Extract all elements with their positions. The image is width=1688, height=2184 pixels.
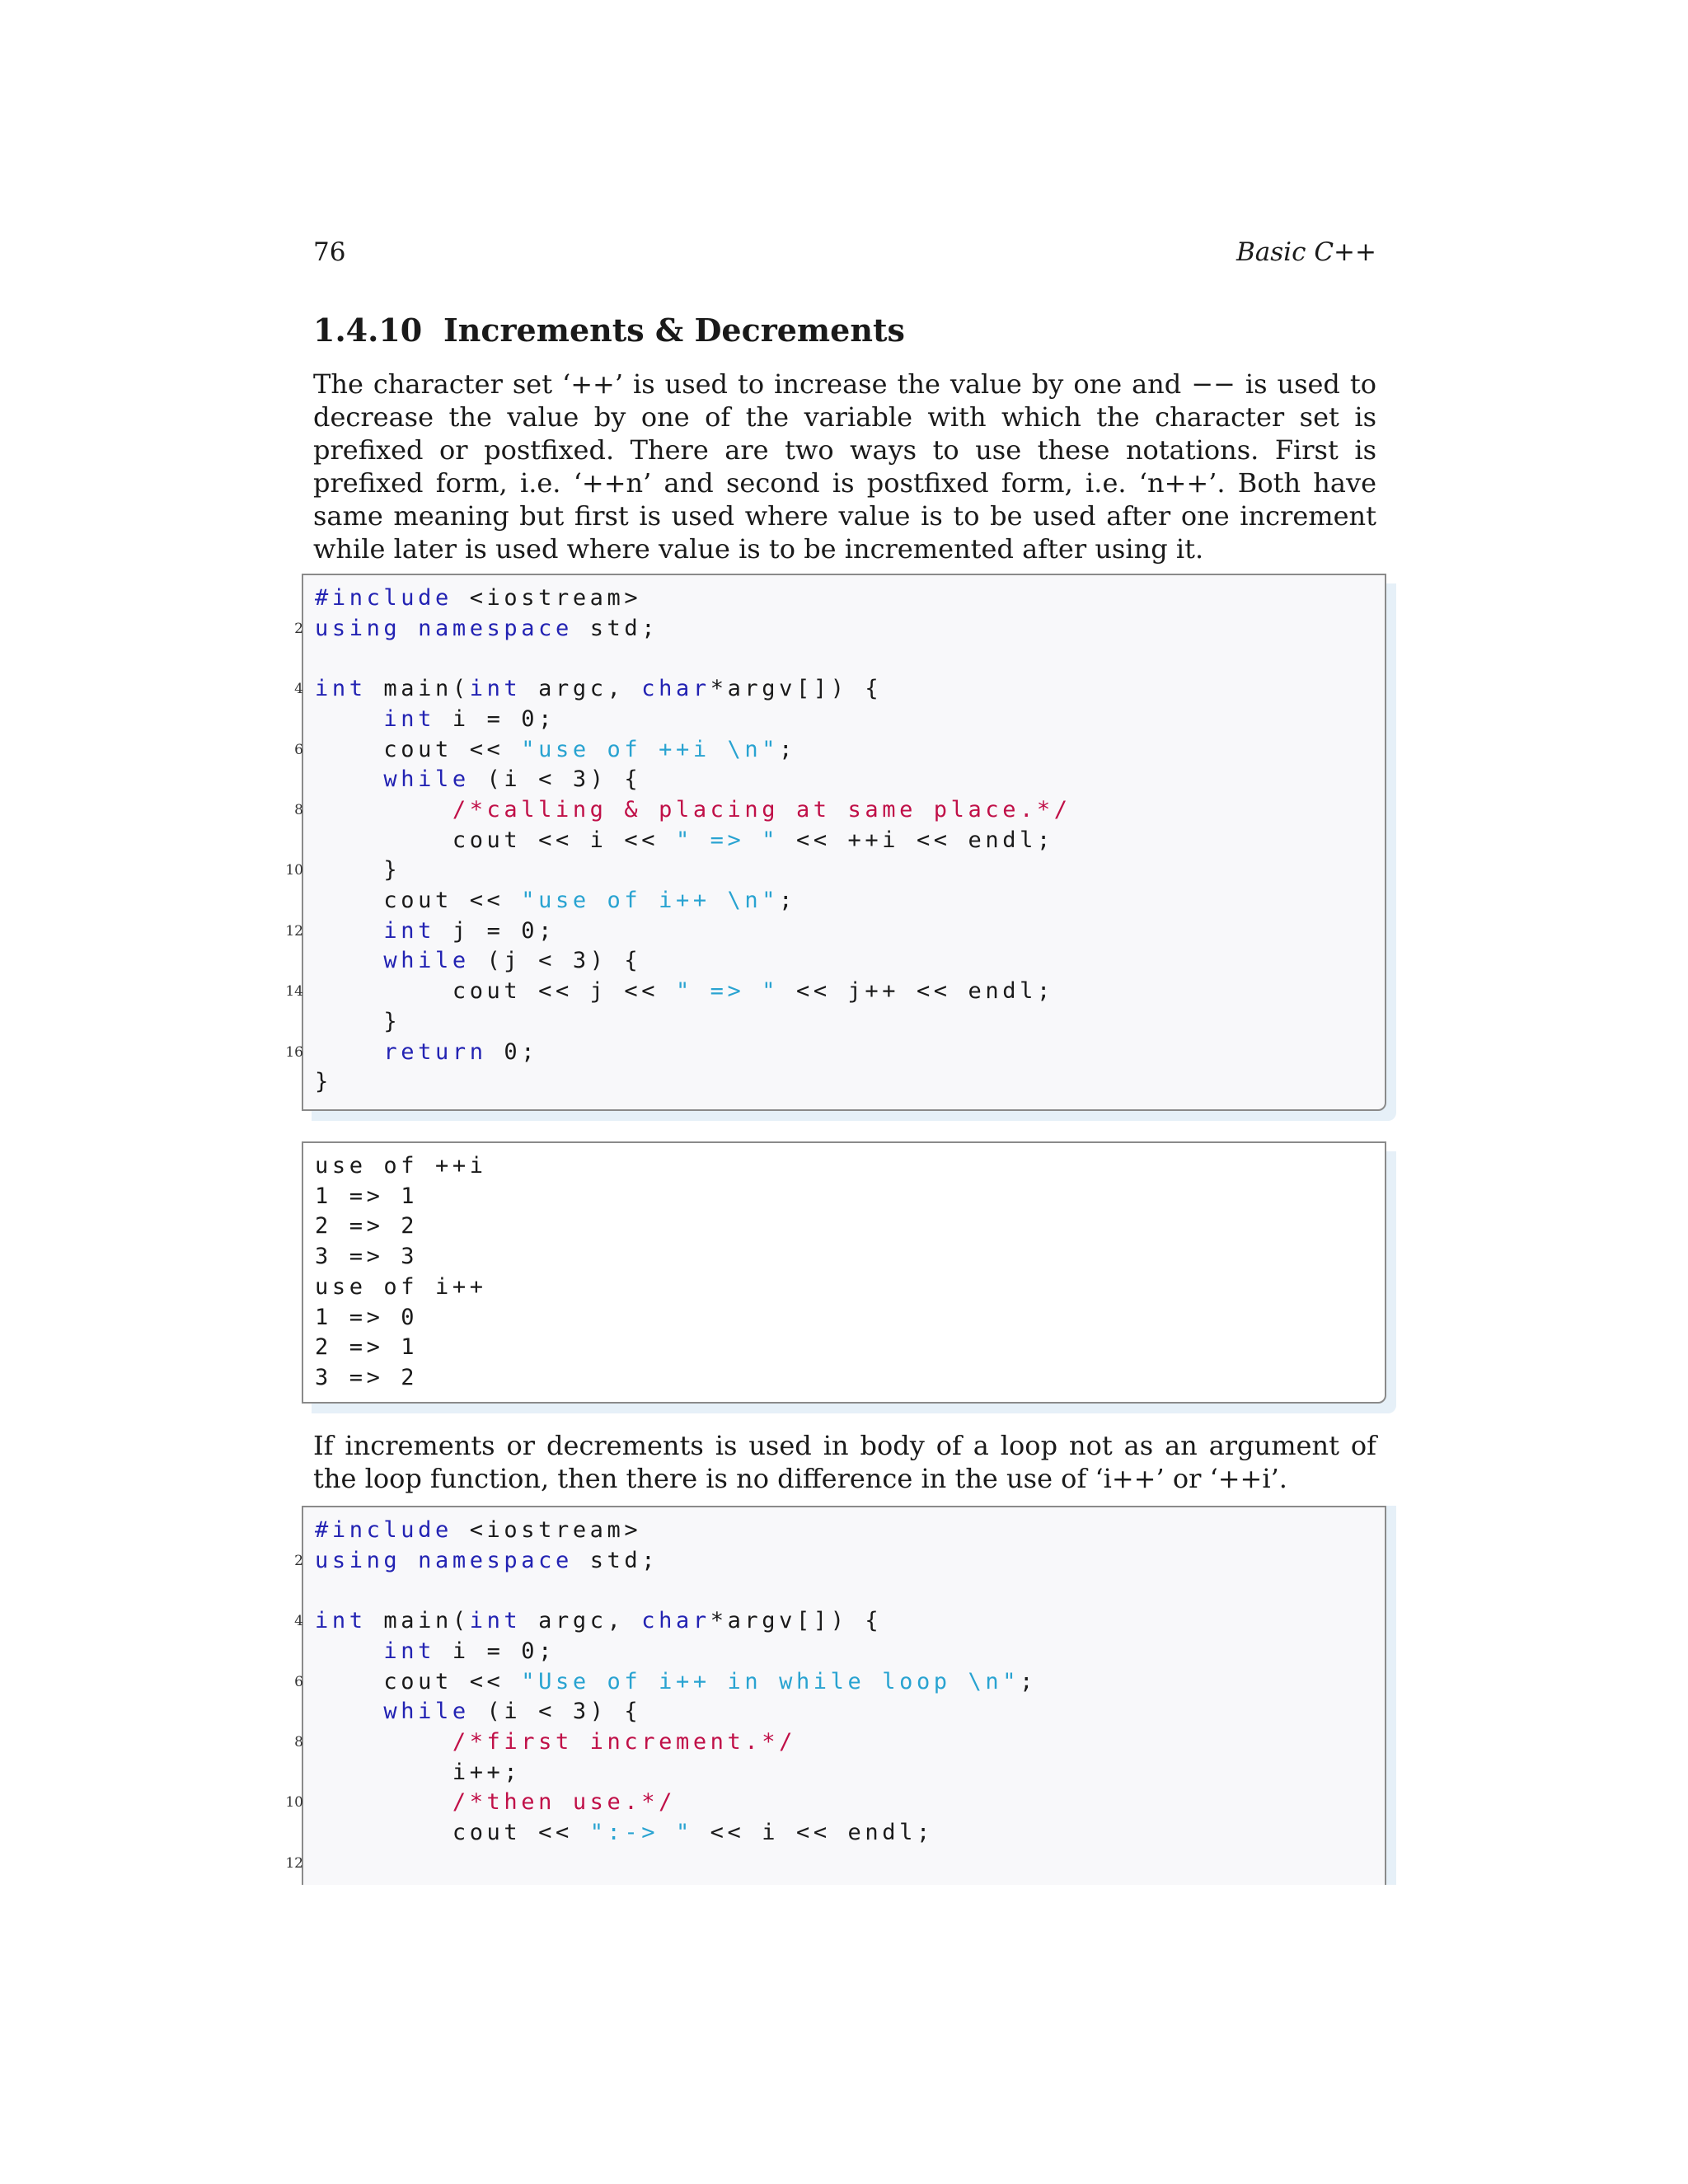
code-text: (i < 3) { — [469, 766, 642, 793]
code-listing-1 — [285, 574, 1386, 1111]
code-text: 1 => 1 — [315, 1183, 419, 1209]
code-line — [315, 765, 641, 795]
code-text: j = 0; — [435, 917, 556, 944]
code-keyword: int — [315, 1608, 367, 1634]
code-line — [315, 1303, 418, 1333]
line-number: 6 — [294, 741, 303, 758]
code-text: 3 => 2 — [315, 1364, 419, 1390]
page-header — [313, 237, 1376, 270]
code-line — [315, 1637, 556, 1667]
code-text: 2 => 1 — [315, 1334, 419, 1361]
code-line — [315, 583, 641, 614]
code-text: cout << — [315, 1820, 590, 1845]
code-line — [294, 674, 883, 705]
code-line — [315, 1272, 487, 1303]
code-text: <iostream> — [452, 1517, 642, 1543]
code-text: ; — [1020, 1668, 1037, 1694]
code-line — [315, 1758, 521, 1788]
code-keyword: #include — [315, 585, 452, 611]
code-text: cout << — [315, 736, 522, 762]
loop-paragraph: If increments or decrements is used in body of a loop not as an argument of the loop function, then there is no difference in the use of ‘i++’ or ‘++i’. — [313, 1430, 1376, 1494]
code-text: *argv[]) { — [710, 676, 883, 702]
code-keyword: char — [641, 676, 710, 702]
code-text — [315, 948, 383, 973]
code-string: " => " — [675, 978, 780, 1005]
code-line — [315, 1818, 934, 1849]
code-line — [285, 916, 556, 947]
code-string: " => " — [675, 827, 780, 853]
code-comment: /*then use.*/ — [452, 1789, 676, 1816]
page-number: 76 — [313, 237, 346, 267]
code-text — [315, 766, 383, 792]
code-text: 0; — [486, 1038, 539, 1065]
code-text: use of i++ — [315, 1273, 487, 1300]
code-keyword: return — [383, 1038, 487, 1065]
line-number: 4 — [294, 681, 303, 698]
code-line — [285, 855, 401, 886]
code-comment: /*calling & placing at same place.*/ — [452, 796, 1071, 823]
code-text — [315, 797, 452, 823]
code-line — [315, 1212, 418, 1242]
code-line — [315, 705, 556, 735]
code-line — [315, 1516, 641, 1546]
code-line — [294, 1727, 796, 1758]
code-text: 1 => 0 — [315, 1304, 419, 1330]
code-line — [315, 1363, 418, 1394]
code-text — [315, 1699, 383, 1724]
code-string: "Use of i++ in while loop \n" — [521, 1668, 1020, 1694]
code-text: ; — [779, 888, 796, 913]
code-keyword: while — [383, 948, 470, 974]
code-keyword: int — [383, 917, 435, 944]
code-text: i = 0; — [435, 1638, 556, 1664]
section-title: Increments & Decrements — [443, 312, 905, 349]
code-line — [294, 735, 796, 766]
line-number: 2 — [294, 620, 303, 637]
code-text: std; — [572, 1547, 659, 1573]
code-text: 3 => 3 — [315, 1244, 419, 1270]
code-text: i = 0; — [435, 705, 556, 732]
code-line — [315, 946, 641, 977]
code-line — [315, 1333, 418, 1363]
line-number: 10 — [285, 862, 303, 879]
line-number: 6 — [294, 1673, 303, 1690]
code-text: cout << — [315, 1668, 522, 1694]
line-number: 2 — [294, 1552, 303, 1569]
code-line — [285, 977, 1054, 1007]
code-line — [294, 795, 1071, 826]
code-listing-2 — [285, 1506, 1386, 1885]
code-text: cout << j << — [315, 978, 676, 1005]
code-text: } — [315, 1008, 401, 1034]
code-text: main( — [366, 1608, 470, 1634]
code-string: ":-> " — [589, 1820, 693, 1845]
line-number: 10 — [285, 1794, 303, 1811]
code-text: } — [315, 1069, 332, 1095]
line-number: 8 — [294, 801, 303, 818]
code-text: ; — [779, 736, 796, 762]
code-text: (i < 3) { — [469, 1699, 642, 1725]
code-keyword: char — [641, 1608, 710, 1634]
code-keyword: while — [383, 1699, 470, 1725]
output-listing-1 — [302, 1141, 1386, 1404]
code-keyword: int — [469, 1608, 522, 1634]
code-string: "use of ++i \n" — [521, 736, 780, 762]
section-heading — [313, 312, 905, 349]
code-line — [315, 826, 1054, 856]
code-text: (j < 3) { — [469, 948, 642, 974]
code-text: argc, — [521, 676, 642, 702]
code-keyword: using namespace — [315, 1547, 573, 1573]
code-line — [294, 1667, 1037, 1698]
code-line — [315, 1151, 487, 1182]
section-number: 1.4.10 — [313, 312, 423, 349]
code-text — [315, 918, 383, 944]
code-keyword: #include — [315, 1517, 452, 1543]
code-line — [315, 1067, 332, 1098]
code-text: } — [315, 857, 401, 883]
code-text — [315, 706, 383, 732]
code-line — [294, 614, 659, 644]
code-text: <iostream> — [452, 585, 642, 611]
code-text: cout << — [315, 888, 522, 913]
code-line — [315, 1007, 401, 1038]
code-text — [315, 1789, 452, 1815]
code-keyword: while — [383, 766, 470, 793]
code-keyword: int — [383, 1638, 435, 1664]
code-line — [315, 1697, 641, 1727]
code-comment: /*first increment.*/ — [452, 1728, 796, 1755]
code-text: main( — [366, 676, 470, 702]
code-text: argc, — [521, 1608, 642, 1634]
line-number: 12 — [285, 1854, 303, 1872]
running-title: Basic C++ — [1236, 237, 1376, 267]
code-line — [285, 1038, 539, 1068]
code-keyword: using namespace — [315, 615, 573, 641]
code-line — [294, 1606, 883, 1637]
code-text: << i << endl; — [692, 1820, 934, 1845]
code-text: use of ++i — [315, 1153, 487, 1179]
intro-paragraph: The character set ‘++’ is used to increase the value by one and −− is used to decrease the value by one of the variable with which the character set is prefixed or postfixed. There are two ways to use these notations. First is prefixed form, i.e. ‘++n’ and second is postfixed form, i.e. ‘n++’. Both have same meaning but first is used where value is to be used after one increment while later is used where value is to be incremented after using it. — [313, 368, 1376, 565]
code-line — [315, 1182, 418, 1212]
line-number: 14 — [285, 983, 303, 1001]
code-text — [315, 1638, 383, 1664]
line-number: 4 — [294, 1613, 303, 1630]
code-text: cout << i << — [315, 827, 676, 853]
code-string: "use of i++ \n" — [521, 888, 780, 913]
code-text: std; — [572, 615, 659, 641]
code-keyword: int — [383, 705, 435, 732]
code-line — [285, 1788, 676, 1818]
code-text — [315, 1729, 452, 1755]
code-text: << ++i << endl; — [779, 827, 1054, 853]
code-line — [315, 886, 796, 916]
code-keyword: int — [315, 676, 367, 702]
line-number: 12 — [285, 922, 303, 940]
code-line — [294, 1546, 659, 1577]
code-line — [315, 1242, 418, 1272]
line-number: 8 — [294, 1733, 303, 1750]
code-text: i++; — [315, 1759, 522, 1785]
code-keyword: int — [469, 676, 522, 702]
code-text: << j++ << endl; — [779, 978, 1054, 1005]
code-text: *argv[]) { — [710, 1608, 883, 1634]
line-number: 16 — [285, 1043, 303, 1061]
code-text — [315, 1039, 383, 1065]
code-text: 2 => 2 — [315, 1213, 419, 1240]
